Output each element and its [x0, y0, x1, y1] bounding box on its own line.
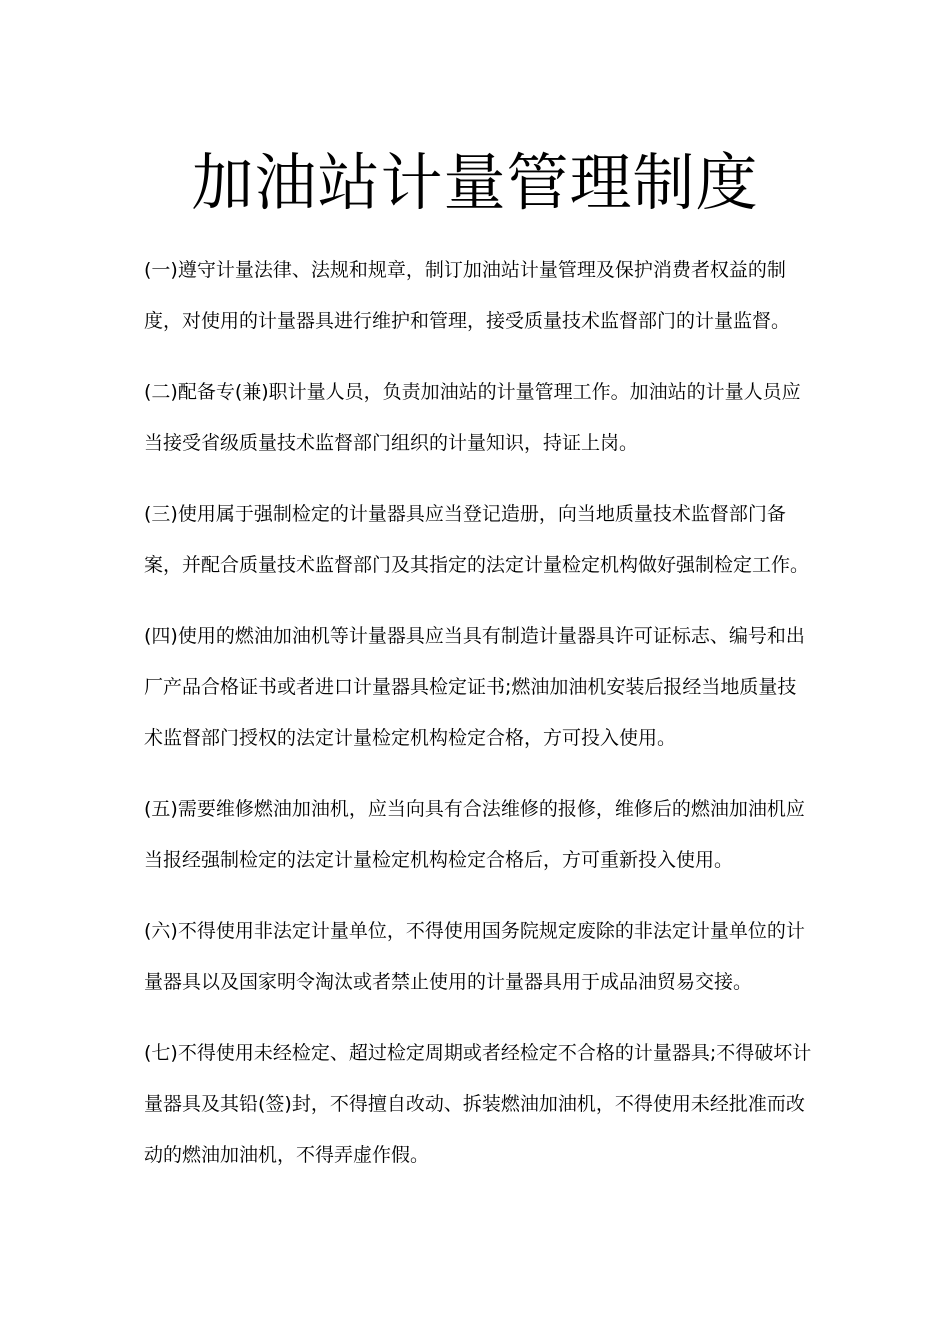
document-body	[144, 245, 814, 1201]
paragraph-1: (一)遵守计量法律、法规和规章，制订加油站计量管理及保护消费者权益的制度，对使用的计量器具进行维护和管理，接受质量技术监督部门的计量监督。	[144, 259, 791, 332]
paragraph-3: (三)使用属于强制检定的计量器具应当登记造册，向当地质量技术监督部门备案，并配合质量技术监督部门及其指定的法定计量检定机构做好强制检定工作。	[144, 503, 810, 576]
paragraph-6: (六)不得使用非法定计量单位，不得使用国务院规定废除的非法定计量单位的计量器具以及国家明令淘汰或者禁止使用的计量器具用于成品油贸易交接。	[144, 920, 805, 993]
paragraph-7: (七)不得使用未经检定、超过检定周期或者经检定不合格的计量器具;不得破坏计量器具及其铅(签)封，不得擅自改动、拆装燃油加油机，不得使用未经批准而改动的燃油加油机，不得弄虚作假。	[144, 1042, 812, 1166]
page-title: 加油站计量管理制度	[191, 146, 759, 219]
paragraph-2: (二)配备专(兼)职计量人员，负责加油站的计量管理工作。加油站的计量人员应当接受省级质量技术监督部门组织的计量知识，持证上岗。	[144, 381, 801, 454]
paragraph-5: (五)需要维修燃油加油机，应当向具有合法维修的报修，维修后的燃油加油机应当报经强制检定的法定计量检定机构检定合格后，方可重新投入使用。	[144, 798, 805, 871]
paragraph-4: (四)使用的燃油加油机等计量器具应当具有制造计量器具许可证标志、编号和出厂产品合格证书或者进口计量器具检定证书;燃油加油机安装后报经当地质量技术监督部门授权的法定计量检定机构检定合格，方可投入使用。	[144, 625, 805, 749]
